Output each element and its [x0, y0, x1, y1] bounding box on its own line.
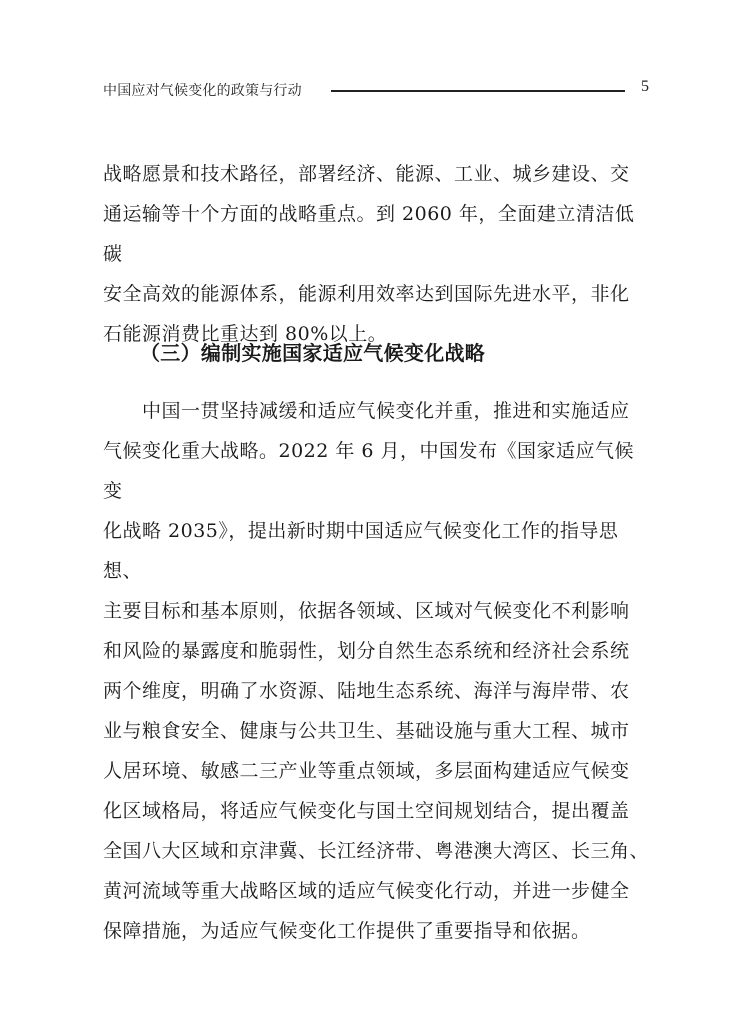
header-rule	[331, 90, 625, 92]
body-paragraph-2: 中国一贯坚持减缓和适应气候变化并重，推进和实施适应 气候变化重大战略。2022 年 6 月，中国发布《国家适应气候变 化战略 2035》，提出新时期中国适应气候变化工作的指导思想、 主要目标和基本原则，依据各领域、区域对气候变化不利影响 和风险的暴露度和脆弱性，划分自然生态系统和经济社会系统 两个维度，明确了水资源、陆地生态系统、海洋与海岸带、农 业与粮食安全、健康与公共卫生、基础设施与重大工程、城市 人居环境、敏感二三产业等重点领域，多层面构建适应气候变 化区域格局，将适应气候变化与国土空间规划结合，提出覆盖 全国八大区域和京津冀、长江经济带、粤港澳大湾区、长三角、 黄河流域等重大战略区域的适应气候变化行动，并进一步健全 保障措施，为适应气候变化工作提供了重要指导和依据。	[103, 400, 650, 942]
page-number: 5	[641, 78, 649, 95]
section-heading: （三）编制实施国家适应气候变化战略	[140, 341, 486, 365]
body-paragraph-1: 战略愿景和技术路径，部署经济、能源、工业、城乡建设、交 通运输等十个方面的战略重点。到 2060 年，全面建立清洁低碳 安全高效的能源体系，能源利用效率达到国际先进水平，非化 石能源消费比重达到 80%以上。	[103, 163, 635, 345]
running-header-title: 中国应对气候变化的政策与行动	[103, 83, 302, 99]
running-header	[103, 78, 653, 102]
